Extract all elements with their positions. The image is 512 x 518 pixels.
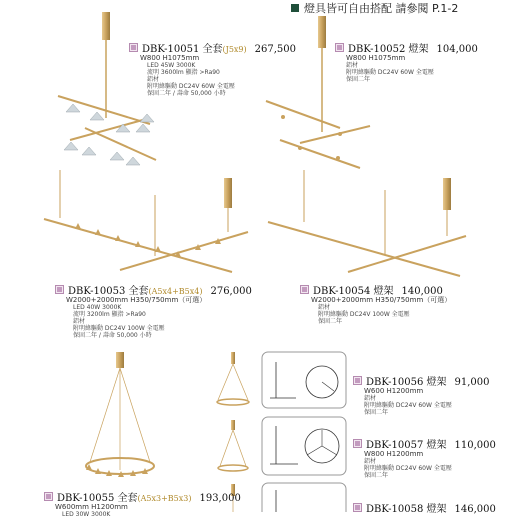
- tech-drawing-10058: [262, 483, 346, 512]
- fixture-10053: [44, 170, 248, 272]
- spec-line: 鋁材: [73, 318, 86, 325]
- product-10051: [129, 40, 296, 97]
- spec-line: 保固二年: [364, 409, 389, 416]
- product-badge-icon: [129, 43, 138, 52]
- product-combo: (A5x4+B5x4): [148, 287, 203, 296]
- product-dims: W600 H1200mm: [364, 387, 424, 395]
- product-price: 267,500: [254, 44, 296, 55]
- product-dims: W2000+2000mm H350/750mm（可選）: [66, 296, 207, 304]
- product-code: DBK-10058 燈架: [366, 504, 447, 515]
- spec-line: 附明緯驅動 DC24V 100W 全電壓: [318, 311, 410, 318]
- product-price: 193,000: [199, 493, 241, 504]
- product-10057: [353, 436, 496, 479]
- fixture-10056: [217, 352, 249, 405]
- spec-line: 鋁材: [346, 62, 359, 69]
- product-price: 276,000: [210, 286, 252, 297]
- fixture-10054: [268, 170, 466, 276]
- spec-line: 流明 3600lm 顯指 >Ra90: [147, 69, 220, 76]
- spec-line: 附明緯驅動 DC24V 60W 全電壓: [364, 402, 452, 409]
- spec-line: LED 30W 3000K: [62, 511, 111, 518]
- product-badge-icon: [55, 285, 64, 294]
- spec-line: 保固二年: [318, 318, 343, 325]
- product-dims: W600mm H1200mm: [55, 503, 128, 511]
- spec-line: LED 45W 3000K: [147, 62, 196, 69]
- product-price: 104,000: [436, 44, 478, 55]
- product-price: 110,000: [454, 440, 496, 451]
- product-code: DBK-10054 燈架: [313, 286, 394, 297]
- fixture-10057: [218, 420, 248, 471]
- fixture-10055: [86, 352, 154, 477]
- product-10056: [353, 373, 489, 416]
- product-badge-icon: [353, 376, 362, 385]
- spec-line: 保固二年 / 壽命 50,000 小時: [73, 332, 152, 339]
- spec-line: 鋁材: [364, 395, 377, 402]
- product-price: 146,000: [454, 504, 496, 515]
- spec-line: 保固二年 / 壽命 50,000 小時: [147, 90, 226, 97]
- product-10055: [44, 489, 241, 518]
- product-combo: (A5x3+B5x3): [137, 494, 192, 503]
- spec-line: 附明緯驅動 DC24V 60W 全電壓: [364, 465, 452, 472]
- spec-line: 保固二年: [364, 472, 389, 479]
- product-code: DBK-10051 全套: [142, 44, 223, 55]
- product-code: DBK-10053 全套: [68, 286, 149, 297]
- product-dims: W800 H1075mm: [140, 54, 200, 62]
- spec-line: 附明緯驅動 DC24V 60W 全電壓: [147, 83, 235, 90]
- spec-line: 附明緯驅動 DC24V 100W 全電壓: [73, 325, 165, 332]
- product-10052: [335, 40, 478, 83]
- spec-line: 保固二年: [346, 76, 371, 83]
- spec-line: LED 40W 3000K: [73, 304, 122, 311]
- product-10053: [55, 282, 252, 339]
- spec-line: 鋁材: [147, 76, 160, 83]
- product-code: DBK-10056 燈架: [366, 377, 447, 388]
- product-price: 91,000: [454, 377, 490, 388]
- product-price: 140,000: [401, 286, 443, 297]
- product-dims: W800 H1200mm: [364, 450, 424, 458]
- product-badge-icon: [44, 492, 53, 501]
- product-10058: [353, 500, 496, 515]
- spec-line: 附明緯驅動 DC24V 60W 全電壓: [346, 69, 434, 76]
- product-10054: [300, 282, 451, 325]
- header-text: 燈具皆可自由搭配 請參閱 P.1-2: [304, 2, 459, 15]
- product-badge-icon: [353, 503, 362, 512]
- product-code: DBK-10052 燈架: [348, 44, 429, 55]
- product-dims: W800 H1075mm: [346, 54, 406, 62]
- spec-line: 鋁材: [364, 458, 377, 465]
- product-dims: W2000+2000mm H350/750mm（可選）: [311, 296, 452, 304]
- spec-line: 鋁材: [318, 304, 331, 311]
- tech-drawing-10056: [262, 352, 346, 408]
- product-code: DBK-10057 燈架: [366, 440, 447, 451]
- tech-drawing-10057: [262, 417, 346, 475]
- product-code: DBK-10055 全套: [57, 493, 138, 504]
- spec-line: 流明 3200lm 顯指 >Ra90: [73, 311, 146, 318]
- product-badge-icon: [300, 285, 309, 294]
- product-badge-icon: [353, 439, 362, 448]
- product-badge-icon: [335, 43, 344, 52]
- product-combo: (J5x9): [222, 45, 247, 54]
